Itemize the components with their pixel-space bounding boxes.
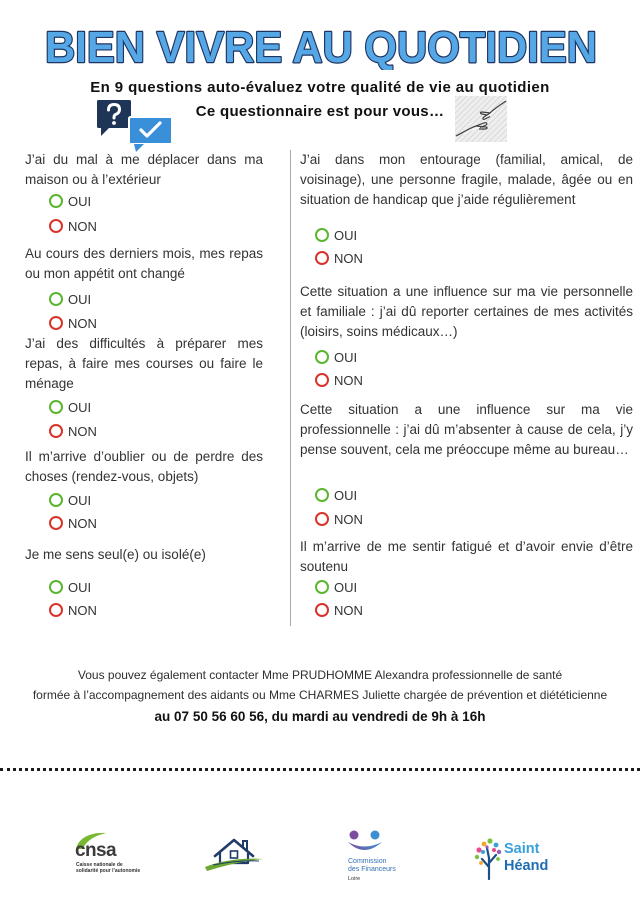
q8-option-yes[interactable]	[315, 487, 357, 503]
helping-hands-illustration	[455, 96, 507, 142]
option-label: NON	[68, 218, 97, 234]
radio-circle-icon[interactable]	[315, 488, 329, 502]
option-label: NON	[68, 515, 97, 531]
saint-heand-line-1: Saint	[504, 841, 540, 857]
commission-line-2: des Financeurs	[348, 866, 396, 873]
question-7: Cette situation a une influence sur ma vie personnelle et familiale : j’ai dû reporter certaines de mes activités (loisirs, soins médicaux…)	[300, 284, 633, 339]
q5-option-no[interactable]	[49, 602, 97, 618]
house-logo	[203, 834, 265, 872]
option-label: NON	[334, 511, 363, 527]
q9-option-yes[interactable]	[315, 579, 357, 595]
option-label: OUI	[334, 579, 358, 595]
question-6: J’ai dans mon entourage (familial, amical, de voisinage), une personne fragile, malade, âgée ou en situation de handicap que j’aide régulièrement	[300, 152, 633, 207]
radio-circle-icon[interactable]	[315, 603, 329, 617]
radio-circle-icon[interactable]	[315, 228, 329, 242]
dotted-separator	[0, 768, 640, 771]
commission-line-3: Loire	[348, 876, 361, 882]
question-9: Il m’arrive de me sentir fatigué et d’avoir envie d’être soutenu	[300, 539, 633, 574]
question-8: Cette situation a une influence sur ma vie professionnelle : j’ai dû m’absenter à cause de cela, j’y pense souvent, cela me préoccupe même au bureau…	[300, 402, 633, 457]
radio-circle-icon[interactable]	[49, 516, 63, 530]
contact-line-1: Vous pouvez également contacter Mme PRUDHOMME Alexandra professionnelle de santé	[77, 668, 563, 682]
question-2: Au cours des derniers mois, mes repas ou mon appétit ont changé	[25, 246, 263, 281]
q7-option-no[interactable]	[315, 372, 363, 388]
radio-circle-icon[interactable]	[49, 493, 63, 507]
cnsa-caption-1: Caisse nationale de	[76, 862, 123, 868]
column-divider	[290, 150, 291, 626]
radio-circle-icon[interactable]	[49, 292, 63, 306]
check-bubble	[129, 117, 172, 152]
radio-circle-icon[interactable]	[315, 373, 329, 387]
radio-circle-icon[interactable]	[315, 580, 329, 594]
q4-option-yes[interactable]	[49, 492, 91, 508]
radio-circle-icon[interactable]	[49, 219, 63, 233]
q6-option-yes[interactable]	[315, 227, 357, 243]
option-label: OUI	[334, 349, 358, 365]
question-4: Il m’arrive d’oublier ou de perdre des choses (rendez-vous, objets)	[25, 449, 263, 484]
title-banner	[0, 14, 640, 70]
option-label: NON	[68, 315, 97, 331]
cnsa-caption-2: solidarité pour l’autonomie	[76, 868, 141, 874]
option-label: NON	[68, 423, 97, 439]
question-1: J’ai du mal à me déplacer dans ma maison ou à l’extérieur	[25, 152, 263, 187]
saint-heand-line-2: Héand	[504, 858, 549, 874]
option-label: OUI	[68, 399, 92, 415]
commission-smile-icon	[345, 828, 385, 856]
q6-option-no[interactable]	[315, 250, 363, 266]
option-label: NON	[334, 372, 363, 388]
q5-option-yes[interactable]	[49, 579, 91, 595]
tree-icon	[473, 836, 503, 880]
option-label: NON	[68, 602, 97, 618]
q8-option-no[interactable]	[315, 511, 363, 527]
radio-circle-icon[interactable]	[315, 512, 329, 526]
commission-line-1: Commission	[348, 858, 387, 865]
q4-option-no[interactable]	[49, 515, 97, 531]
q3-option-no[interactable]	[49, 423, 97, 439]
question-5: Je me sens seul(e) ou isolé(e)	[25, 547, 206, 562]
option-label: OUI	[68, 579, 92, 595]
q1-option-no[interactable]	[49, 218, 97, 234]
cnsa-logo	[72, 830, 142, 876]
radio-circle-icon[interactable]	[315, 251, 329, 265]
subtitle: En 9 questions auto-évaluez votre qualité de vie au quotidien	[90, 79, 550, 96]
radio-circle-icon[interactable]	[49, 424, 63, 438]
contact-phone-hours: au 07 50 56 60 56, du mardi au vendredi de 9h à 16h	[154, 709, 486, 724]
option-label: OUI	[68, 492, 92, 508]
radio-circle-icon[interactable]	[49, 316, 63, 330]
q1-option-yes[interactable]	[49, 193, 91, 209]
option-label: OUI	[68, 291, 92, 307]
q2-option-yes[interactable]	[49, 291, 91, 307]
question-3: J’ai des difficultés à préparer mes repas, à faire mes courses ou faire le ménage	[25, 336, 263, 391]
option-label: OUI	[334, 227, 358, 243]
tagline: Ce questionnaire est pour vous…	[195, 103, 445, 120]
saint-heand-logo	[473, 836, 551, 880]
option-label: NON	[334, 602, 363, 618]
option-label: NON	[334, 250, 363, 266]
radio-circle-icon[interactable]	[49, 580, 63, 594]
page-title: BIEN VIVRE AU QUOTIDIEN	[45, 23, 597, 70]
option-label: OUI	[334, 487, 358, 503]
house-icon	[203, 834, 265, 872]
q3-option-yes[interactable]	[49, 399, 91, 415]
radio-circle-icon[interactable]	[49, 194, 63, 208]
q9-option-no[interactable]	[315, 602, 363, 618]
radio-circle-icon[interactable]	[49, 400, 63, 414]
q7-option-yes[interactable]	[315, 349, 357, 365]
option-label: OUI	[68, 193, 92, 209]
radio-circle-icon[interactable]	[315, 350, 329, 364]
radio-circle-icon[interactable]	[49, 603, 63, 617]
cnsa-wordmark: cnsa	[75, 840, 116, 861]
contact-line-2: formée à l’accompagnement des aidants ou Mme CHARMES Juliette chargée de prévention et diététicienne	[32, 688, 608, 702]
commission-des-financeurs-logo	[345, 828, 409, 884]
q2-option-no[interactable]	[49, 315, 97, 331]
